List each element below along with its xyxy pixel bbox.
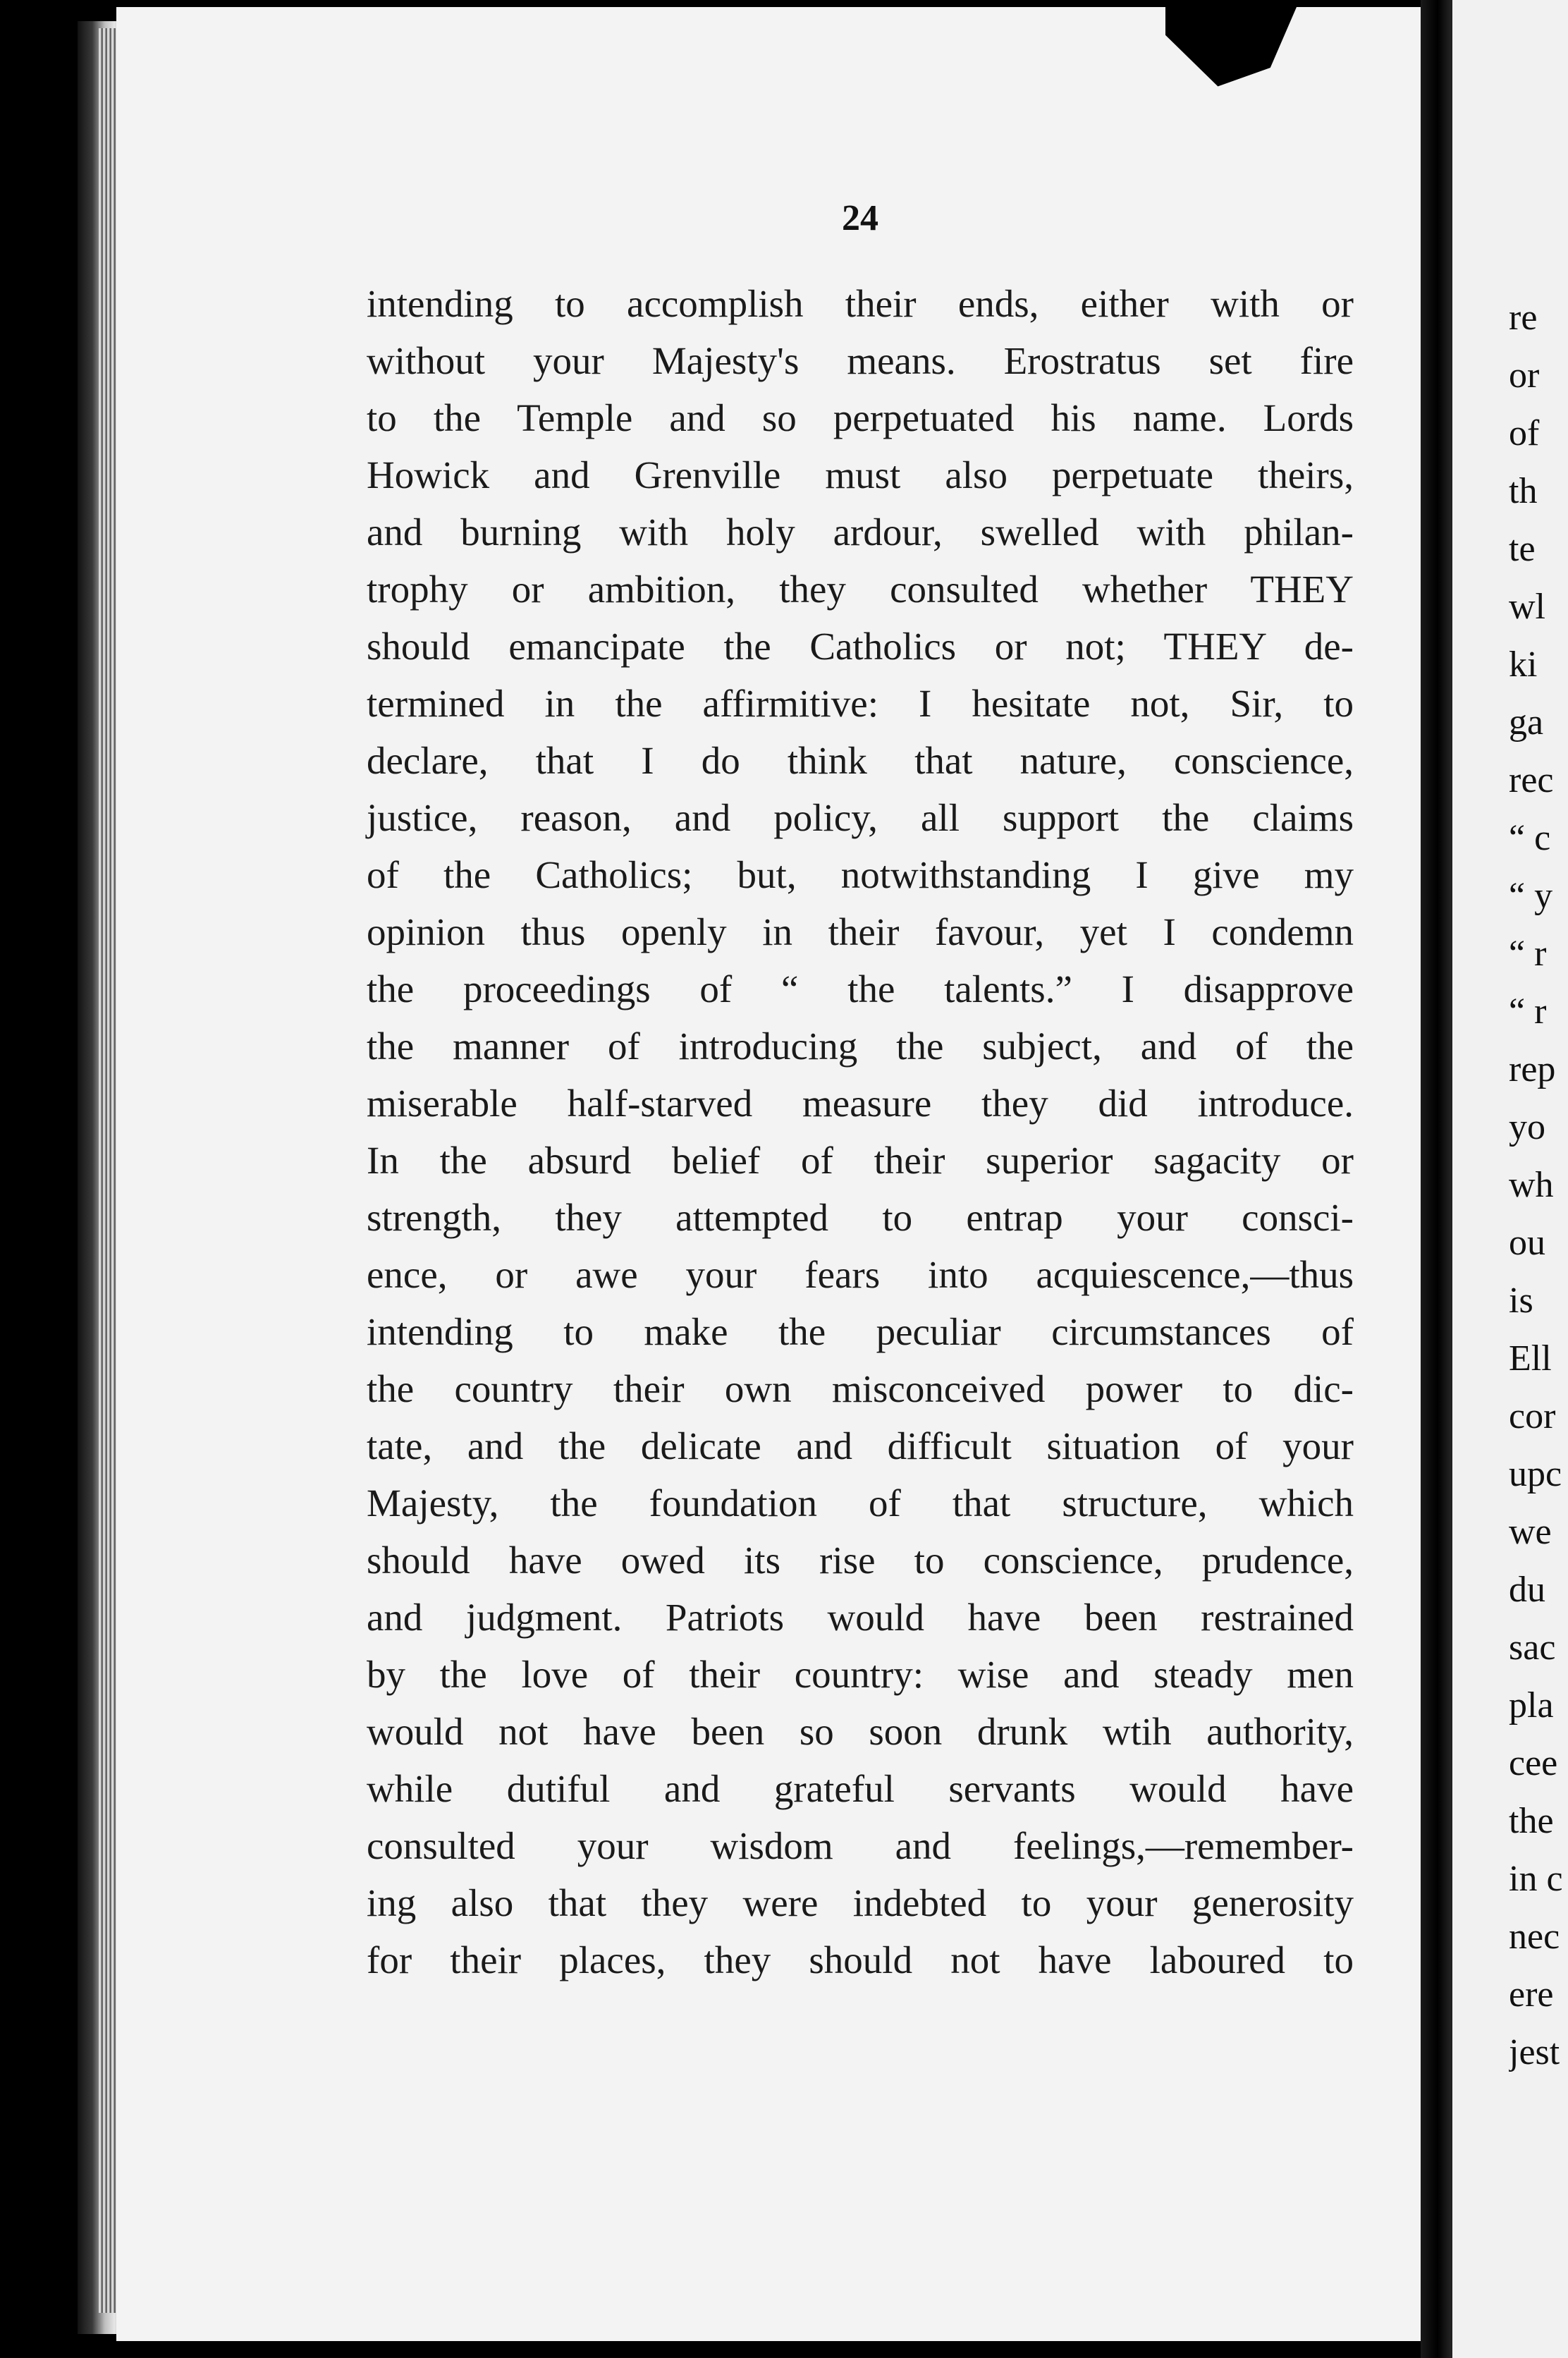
- text-line: while dutiful and grateful servants would have: [367, 1767, 1354, 1810]
- next-page-fragment: “ y: [1509, 876, 1553, 916]
- page-text-body: [367, 275, 1354, 1989]
- text-line: opinion thus openly in their favour, yet I condemn: [367, 910, 1354, 953]
- next-page-fragment: pla: [1509, 1685, 1554, 1725]
- next-page-fragment: ere: [1509, 1974, 1554, 2015]
- text-line: justice, reason, and policy, all support the claims: [367, 796, 1354, 839]
- text-line: In the absurd belief of their superior sagacity or: [367, 1139, 1354, 1182]
- next-page-fragment: upc: [1509, 1454, 1562, 1494]
- text-line: should emancipate the Catholics or not; THEY de-: [367, 625, 1354, 668]
- next-page-fragment: rep: [1509, 1049, 1556, 1089]
- text-line: for their places, they should not have laboured to: [367, 1938, 1354, 1981]
- next-page-fragment: the: [1509, 1801, 1554, 1841]
- page-number: 24: [842, 198, 878, 238]
- next-page-fragment: wh: [1509, 1165, 1554, 1205]
- text-line: Howick and Grenville must also perpetuate theirs,: [367, 453, 1354, 496]
- next-page-fragment: “ r: [1509, 991, 1547, 1032]
- next-page-fragment: ga: [1509, 702, 1544, 743]
- text-line: termined in the affirmitive: I hesitate not, Sir, to: [367, 682, 1354, 725]
- next-page-text-fragments: [1509, 289, 1568, 2082]
- next-page-fragment: “ c: [1509, 818, 1551, 858]
- text-line: Majesty, the foundation of that structure, which: [367, 1482, 1354, 1525]
- next-page-fragment: ou: [1509, 1223, 1545, 1263]
- text-line: intending to accomplish their ends, either with or: [367, 282, 1354, 325]
- text-line: trophy or ambition, they consulted whether THEY: [367, 568, 1354, 611]
- next-page-fragment: cor: [1509, 1396, 1556, 1436]
- next-page-fragment: is: [1509, 1281, 1533, 1321]
- next-page-fragment: sac: [1509, 1627, 1556, 1668]
- next-page-fragment: te: [1509, 529, 1536, 569]
- text-line: would not have been so soon drunk wtih authority,: [367, 1710, 1354, 1753]
- text-line: of the Catholics; but, notwithstanding I give my: [367, 853, 1354, 896]
- next-page-fragment: in c: [1509, 1859, 1563, 1899]
- text-line: the manner of introducing the subject, and of the: [367, 1025, 1354, 1068]
- text-line: by the love of their country: wise and steady men: [367, 1653, 1354, 1696]
- text-line: strength, they attempted to entrap your consci-: [367, 1196, 1354, 1239]
- text-line: ing also that they were indebted to your generosity: [367, 1881, 1354, 1924]
- text-line: consulted your wisdom and feelings,—remember-: [367, 1824, 1354, 1867]
- next-page-fragment: cee: [1509, 1743, 1558, 1783]
- text-line: should have owed its rise to conscience, prudence,: [367, 1539, 1354, 1582]
- next-page-fragment: du: [1509, 1570, 1545, 1610]
- text-line: intending to make the peculiar circumstances of: [367, 1310, 1354, 1353]
- text-line: without your Majesty's means. Erostratus set fire: [367, 339, 1354, 382]
- text-line: miserable half-starved measure they did introduce.: [367, 1082, 1354, 1125]
- next-page-fragment: of: [1509, 413, 1540, 453]
- next-page-fragment: wl: [1509, 587, 1545, 627]
- next-page-fragment: Ell: [1509, 1338, 1552, 1379]
- next-page-fragment: yo: [1509, 1107, 1545, 1147]
- text-line: the country their own misconceived power to dic-: [367, 1367, 1354, 1410]
- next-page-fragment: ki: [1509, 645, 1538, 685]
- next-page-fragment: we: [1509, 1512, 1552, 1552]
- text-line: and burning with holy ardour, swelled with philan-: [367, 511, 1354, 554]
- next-page-fragment: re: [1509, 298, 1538, 338]
- next-page-fragment: th: [1509, 471, 1538, 511]
- next-page-fragment: or: [1509, 355, 1540, 396]
- next-page-fragment: nec: [1509, 1917, 1560, 1957]
- text-line: and judgment. Patriots would have been restrained: [367, 1596, 1354, 1639]
- next-page-fragment: jest: [1509, 2032, 1560, 2072]
- text-line: to the Temple and so perpetuated his name. Lords: [367, 396, 1354, 439]
- text-line: declare, that I do think that nature, conscience,: [367, 739, 1354, 782]
- next-page-fragment: “ r: [1509, 934, 1547, 974]
- text-line: ence, or awe your fears into acquiescence,—thus: [367, 1253, 1354, 1296]
- text-line: tate, and the delicate and difficult situation of your: [367, 1424, 1354, 1467]
- next-page-fragment: rec: [1509, 760, 1554, 800]
- text-line: the proceedings of “ the talents.” I disapprove: [367, 967, 1354, 1010]
